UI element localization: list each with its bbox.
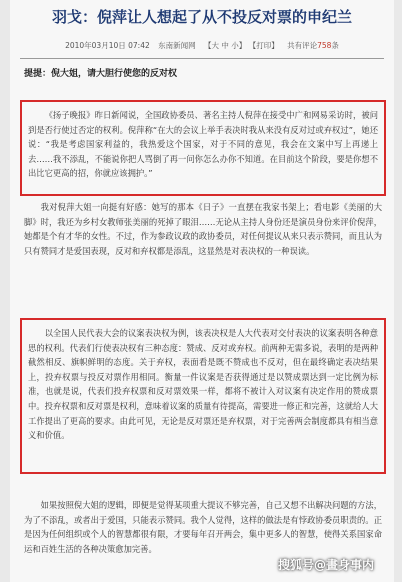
comments-count: 758 [317, 41, 332, 50]
source-link[interactable]: 东南新闻网 [158, 41, 196, 50]
article-meta [10, 40, 394, 51]
paragraph-highlighted-2: 以全国人民代表大会的议案表决权为例，该表决权是人大代表对交付表决的议案表明各种意思的权利。代表们行使表决权有三种态度：赞成、反对或弃权。前两种无需多说，表明的是两种截然相反、旗帜鲜明的态度。关于弃权，表面看是既不赞成也不反对，但在最终确定表决结果上，投弃权票与投反对票作用相同。衡量一件议案是否获得通过是以赞成票达到一定比例为标准，也就是说，代表们投弃权票和反对票效果一样，都将不被计入对议案有决定作用的赞成票中。投弃权票和反对票是权利，意味着议案的质量有待提高，需要进一修正和完善，这就给人大工作提出了更高的要求。由此可见，无论是反对票还是弃权票，对于完善两会制度都具有相当意义和价值。 [20, 318, 386, 474]
paragraph: 如果按照倪大姐的逻辑，即便是觉得某项重大提议不够完善，自己又想不出解决问题的方法，为了不添乱，或者出于爱国，只能表示赞同。我个人觉得，这样的做法是有悖政协委员职责的。正是因为任何组织或个人的智慧都很有限，才要每年召开两会，集中更多人的智慧，使得关系国家命运和百姓生活的各种决策愈加完善。 [24, 500, 382, 554]
header-divider [20, 58, 384, 59]
paragraph-highlighted-1: 《扬子晚报》昨日新闻说，全国政协委员、著名主持人倪萍在接受中广和网易采访时，被问到是否行使过否定的权利。倪萍称“在大的会议上举手表决时我从来没有反对过或弃权过”，她还说：“我是考虑国家利益的，我热爱这个国家，对于不同的意见，我会在文案中写上再递上去……我不添乱，不能说你把人骂倒了再一问你怎么办你不知道。在目前这个阶段，要是你想不出比它更高的招，你就应该拥护。” [20, 100, 386, 196]
print-link[interactable]: 【打印】 [248, 41, 279, 50]
font-size-switch[interactable]: 【大 中 小】 [204, 41, 247, 50]
watermark: 搜狐号@畫身事内 [277, 558, 374, 572]
publish-date: 2010年03月10日 07:42 [65, 41, 150, 50]
article-heading: 提提：倪大姐，请大胆行使您的反对权 [24, 69, 178, 79]
comments-link[interactable]: 共有评论758条 [287, 41, 339, 50]
article-title: 羽戈：倪萍让人想起了从不投反对票的申纪兰 [51, 8, 352, 26]
article-page [10, 0, 394, 582]
paragraph: 我对倪萍大姐一向挺有好感：她写的那本《日子》一直摆在我家书架上；看电影《美丽的大脚》时，我还为乡村女教师张美丽的死掉了眼泪……无论从主持人身份还是演员身份来评价倪萍，她都是个有才华的女性。不过，作为参政议政的政协委员，对任何提议从来只表示赞同，而且认为只有赞同才是爱国表现，反对和弃权都是添乱，这显然是对表决权的一种误读。 [24, 202, 382, 256]
